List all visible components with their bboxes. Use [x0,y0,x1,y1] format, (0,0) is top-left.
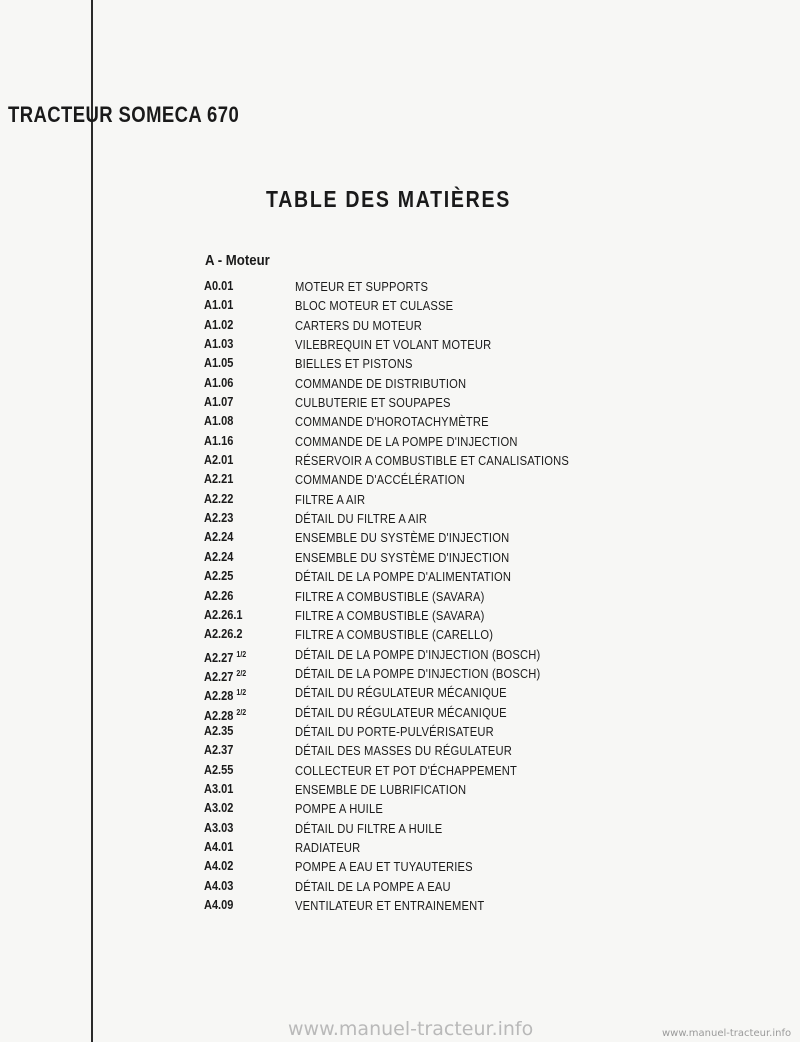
toc-entry-code-text: A2.26 [204,588,234,603]
toc-entry-code [204,857,233,876]
toc-entry-code [204,509,233,528]
toc-entry [204,432,624,451]
toc-entry-code-text: A1.08 [204,414,234,429]
toc-entry-label: CARTERS DU MOTEUR [295,317,422,333]
toc-entry-code [204,799,233,818]
toc-entry [204,296,624,315]
toc-entry-label: BIELLES ET PISTONS [295,356,413,372]
toc-entry-code-text: A1.03 [204,337,234,352]
toc-entry-code-text: A2.24 [204,549,234,564]
toc-entry-code [204,470,233,489]
toc-entry-code-text: A1.16 [204,433,234,448]
toc-entry [204,316,624,335]
toc-entry-code [204,490,233,509]
toc-entry-label: DÉTAIL DU FILTRE A HUILE [295,820,443,836]
margin-rule [91,0,93,1042]
document-title: TRACTEUR SOMECA 670 [8,102,240,127]
toc-entry [204,799,624,818]
toc-entry-label: CULBUTERIE ET SOUPAPES [295,395,451,411]
toc-entry-label: COMMANDE DE DISTRIBUTION [295,375,467,391]
toc-entry-code [204,896,233,915]
toc-entry [204,780,624,799]
toc-entry [204,548,624,567]
toc-entry [204,625,624,644]
toc-entry-label: ENSEMBLE DU SYSTÈME D'INJECTION [295,549,510,565]
table-of-contents [204,277,624,915]
toc-entry-code [204,587,233,606]
toc-entry-label: DÉTAIL DE LA POMPE D'ALIMENTATION [295,569,512,585]
toc-entry [204,683,624,702]
toc-entry [204,335,624,354]
toc-entry-code [204,819,233,838]
toc-entry-label: DÉTAIL DE LA POMPE A EAU [295,878,451,894]
toc-entry-code [204,567,233,586]
toc-entry-code [204,296,233,315]
toc-entry-label: DÉTAIL DES MASSES DU RÉGULATEUR [295,743,512,759]
section-heading: A - Moteur [205,252,270,269]
toc-entry-label: COMMANDE D'HOROTACHYMÈTRE [295,414,489,430]
toc-entry [204,490,624,509]
toc-entry [204,741,624,760]
toc-entry [204,393,624,412]
toc-entry-code [204,761,233,780]
toc-entry-label: FILTRE A COMBUSTIBLE (CARELLO) [295,627,494,643]
toc-entry-code [204,780,233,799]
toc-entry-code-text: A1.05 [204,356,234,371]
toc-entry-label: POMPE A EAU ET TUYAUTERIES [295,859,473,875]
toc-entry-code-text: A2.21 [204,472,234,487]
toc-entry-label: COLLECTEUR ET POT D'ÉCHAPPEMENT [295,762,518,778]
toc-entry [204,761,624,780]
toc-entry-label: DÉTAIL DE LA POMPE D'INJECTION (BOSCH) [295,646,541,662]
toc-entry-code [204,374,233,393]
toc-entry-fraction: 2/2 [236,707,247,717]
toc-entry-label: BLOC MOTEUR ET CULASSE [295,298,454,314]
toc-entry-code-text: A3.02 [204,801,234,816]
toc-entry [204,606,624,625]
toc-entry [204,587,624,606]
toc-entry [204,451,624,470]
toc-entry-label: RÉSERVOIR A COMBUSTIBLE ET CANALISATIONS [295,453,570,469]
toc-entry-code-text: A2.55 [204,762,234,777]
toc-entry [204,857,624,876]
toc-entry-code-text: A1.02 [204,317,234,332]
toc-entry-code [204,606,243,625]
toc-entry-code [204,393,233,412]
toc-entry-label: ENSEMBLE DE LUBRIFICATION [295,781,467,797]
toc-entry-label: FILTRE A COMBUSTIBLE (SAVARA) [295,588,485,604]
toc-entry-code-text: A4.02 [204,859,234,874]
toc-entry-code [204,316,233,335]
toc-entry-code-text: A2.26.2 [204,627,243,642]
toc-entry-code [204,548,233,567]
toc-entry-code-text: A2.28 [204,689,234,704]
toc-entry-code-text: A0.01 [204,279,234,293]
toc-entry-code-text: A2.35 [204,723,234,738]
toc-entry-label: COMMANDE D'ACCÉLÉRATION [295,472,465,488]
toc-heading: TABLE DES MATIÈRES [266,186,511,212]
toc-entry-code-text: A2.27 [204,670,234,685]
toc-entry-code-text: A4.01 [204,839,234,854]
toc-entry [204,664,624,683]
toc-entry-code-text: A4.03 [204,878,234,893]
toc-entry-code [204,451,233,470]
toc-entry-code-text: A2.28 [204,708,234,723]
toc-entry-code-text: A2.24 [204,530,234,545]
watermark-right: www.manuel-tracteur.info [662,1028,792,1039]
toc-entry-code-text: A2.26.1 [204,607,243,622]
toc-entry-code-text: A2.37 [204,743,234,758]
toc-entry [204,374,624,393]
toc-entry-fraction: 1/2 [236,649,247,659]
toc-entry [204,277,624,296]
toc-entry [204,645,624,664]
toc-entry-code [204,722,233,741]
toc-entry-code-text: A2.22 [204,491,234,506]
toc-entry [204,838,624,857]
toc-entry [204,877,624,896]
toc-entry [204,567,624,586]
toc-entry-code [204,412,233,431]
toc-entry-code [204,277,233,296]
toc-entry [204,528,624,547]
toc-entry [204,703,624,722]
toc-entry-code [204,877,233,896]
toc-entry-label: DÉTAIL DU RÉGULATEUR MÉCANIQUE [295,685,507,701]
toc-entry [204,470,624,489]
toc-entry [204,509,624,528]
toc-entry-label: RADIATEUR [295,839,361,855]
toc-entry-code-text: A4.09 [204,898,234,912]
toc-entry [204,412,624,431]
toc-entry-code-text: A2.27 [204,650,234,665]
toc-entry-code [204,432,233,451]
toc-entry-code [204,838,233,857]
toc-entry-code-text: A3.03 [204,820,234,835]
toc-entry-label: DÉTAIL DU RÉGULATEUR MÉCANIQUE [295,704,507,720]
toc-entry-label: ENSEMBLE DU SYSTÈME D'INJECTION [295,530,510,546]
toc-entry-code-text: A1.07 [204,395,234,410]
toc-entry [204,354,624,373]
toc-entry-code [204,335,233,354]
toc-entry-label: POMPE A HUILE [295,801,383,817]
toc-entry-label: VILEBREQUIN ET VOLANT MOTEUR [295,337,492,353]
toc-entry-code-text: A3.01 [204,781,234,796]
toc-entry-code-text: A1.06 [204,375,234,390]
toc-entry-label: MOTEUR ET SUPPORTS [295,279,429,294]
toc-entry-label: DÉTAIL DU PORTE-PULVÉRISATEUR [295,723,494,739]
toc-entry-label: FILTRE A AIR [295,491,366,507]
toc-entry-code [204,625,243,644]
toc-entry-code-text: A2.25 [204,569,234,584]
toc-entry-label: VENTILATEUR ET ENTRAINEMENT [295,898,485,913]
toc-entry-code [204,354,233,373]
toc-entry-label: DÉTAIL DE LA POMPE D'INJECTION (BOSCH) [295,665,541,681]
toc-entry-label: FILTRE A COMBUSTIBLE (SAVARA) [295,607,485,623]
toc-entry [204,896,624,915]
toc-entry-code-text: A2.23 [204,511,234,526]
toc-entry-code [204,741,233,760]
toc-entry-label: COMMANDE DE LA POMPE D'INJECTION [295,433,518,449]
toc-entry [204,722,624,741]
toc-entry-code-text: A2.01 [204,453,234,468]
toc-entry-fraction: 1/2 [236,688,247,698]
toc-entry [204,819,624,838]
toc-entry-fraction: 2/2 [236,668,247,678]
toc-entry-code-text: A1.01 [204,298,234,313]
toc-entry-code [204,528,233,547]
watermark-center: www.manuel-tracteur.info [288,1018,534,1040]
toc-entry-label: DÉTAIL DU FILTRE A AIR [295,511,428,527]
